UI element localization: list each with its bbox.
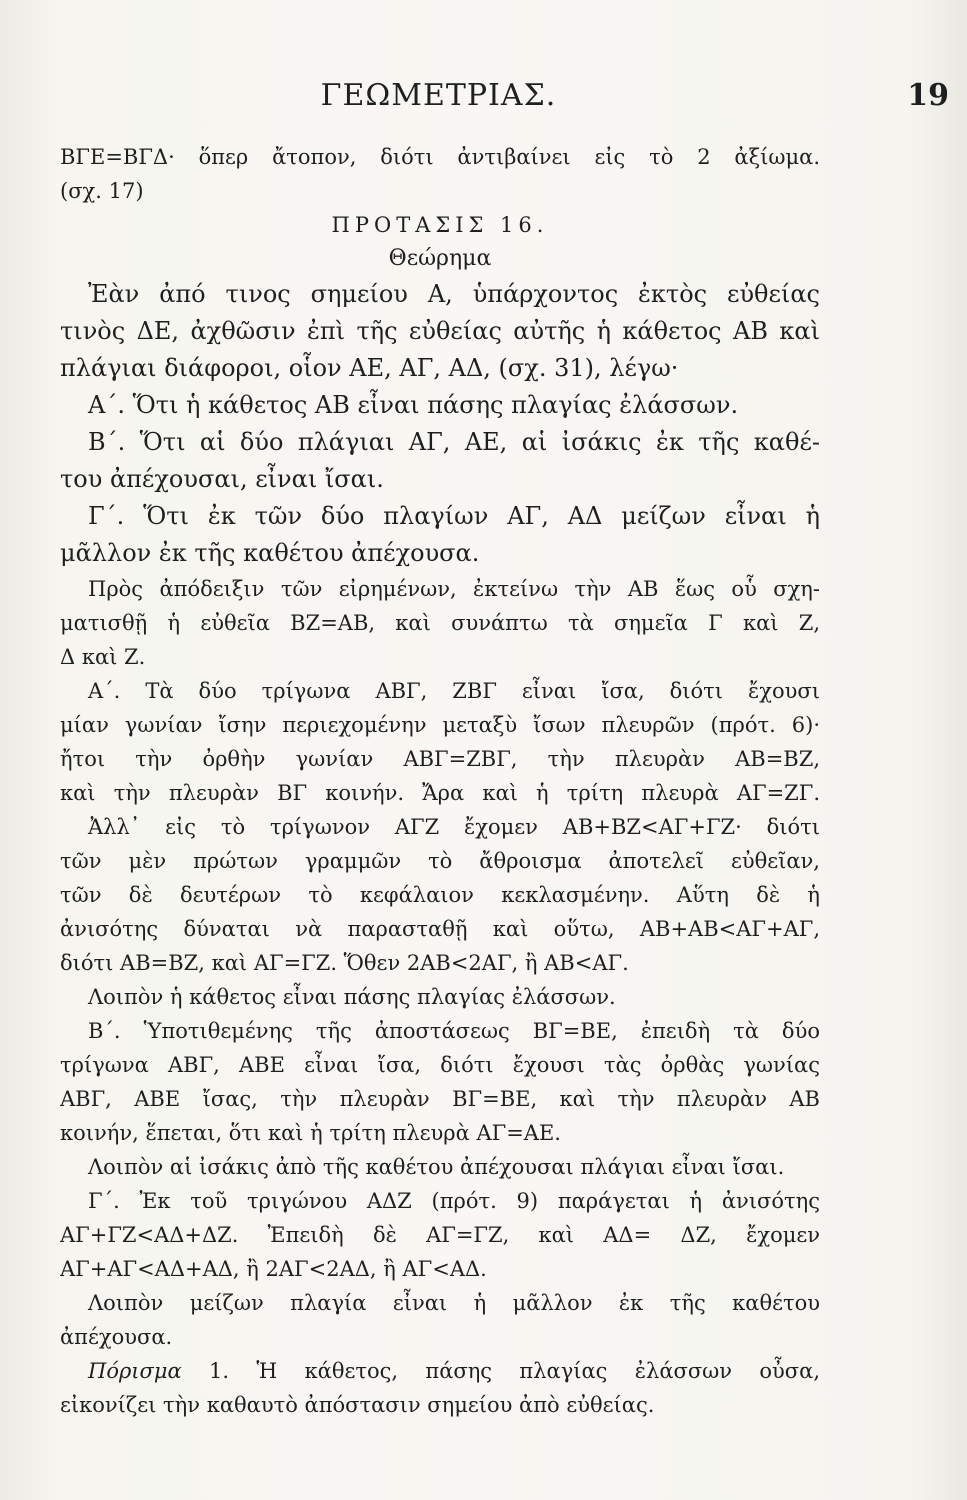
text-line: κοινήν, ἕπεται, ὅτι καὶ ἡ τρίτη πλευρὰ ΑΓ=ΑΕ.: [60, 1121, 561, 1145]
text-line: τῶν δὲ δευτέρων τὸ κεφάλαιον κεκλασμένην. Αὕτη δὲ ἡ: [60, 883, 820, 907]
text-line: τρίγωνα ΑΒΓ, ΑΒΕ εἶναι ἴσα, διότι ἔχουσι τὰς ὀρθὰς γωνίας: [60, 1053, 820, 1077]
text-line: του ἀπέχουσαι, εἶναι ἴσαι.: [60, 465, 384, 493]
text-line: ΑΓ+ΓΖ<ΑΔ+ΔΖ. Ἐπειδὴ δὲ ΑΓ=ΓΖ, καὶ ΑΔ= ΔΖ, ἔχομεν: [60, 1223, 820, 1247]
text-line: Α΄. Τὰ δύο τρίγωνα ΑΒΓ, ΖΒΓ εἶναι ἴσα, διότι ἔχουσι: [88, 679, 820, 703]
text-line: Ἐὰν ἀπό τινος σημείου Α, ὑπάρχοντος ἐκτὸς εὐθείας: [88, 280, 820, 308]
text-line: Πρὸς ἀπόδειξιν τῶν εἰρημένων, ἐκτείνω τὴν ΑΒ ἕως οὗ σχη-: [88, 577, 820, 601]
text-line: μᾶλλον ἐκ τῆς καθέτου ἀπέχουσα.: [60, 539, 480, 567]
text-line: καὶ τὴν πλευρὰν ΒΓ κοινήν. Ἄρα καὶ ἡ τρίτη πλευρὰ ΑΓ=ΖΓ.: [60, 781, 820, 805]
text-line: πλάγιαι διάφοροι, οἷον ΑΕ, ΑΓ, ΑΔ, (σχ. 31), λέγω·: [60, 354, 679, 382]
text-line: Δ καὶ Ζ.: [60, 645, 146, 669]
text-line: Β΄. Ὑποτιθεμένης τῆς ἀποστάσεως ΒΓ=ΒΕ, ἐπειδὴ τὰ δύο: [88, 1019, 820, 1043]
proposition-heading: ΠΡΟΤΑΣΙΣ 16.: [331, 213, 549, 237]
text-line: διότι ΑΒ=ΒΖ, καὶ ΑΓ=ΓΖ. Ὅθεν 2ΑΒ<2ΑΓ, ἢ ΑΒ<ΑΓ.: [60, 951, 629, 975]
text-line: ΒΓΕ=ΒΓΔ· ὅπερ ἄτοπον, διότι ἀντιβαίνει εἰς τὸ 2 ἀξίωμα.: [60, 145, 820, 169]
text-line: Γ΄. Ὅτι ἐκ τῶν δύο πλαγίων ΑΓ, ΑΔ μείζων εἶναι ἡ: [88, 502, 820, 530]
text-line: τῶν μὲν πρώτων γραμμῶν τὸ ἄθροισμα ἀποτελεῖ εὐθεῖαν,: [60, 849, 820, 873]
corollary-label: Πόρισμα: [88, 1359, 182, 1383]
text-line: ματισθῇ ἡ εὐθεῖα ΒΖ=ΑΒ, καὶ συνάπτω τὰ σημεῖα Γ καὶ Ζ,: [60, 611, 820, 635]
text-line: ἀπέχουσα.: [60, 1325, 173, 1349]
text-line: εἰκονίζει τὴν καθαυτὸ ἀπόστασιν σημείου ἀπὸ εὐθείας.: [60, 1393, 655, 1417]
text-line: Ἀλλ᾽ εἰς τὸ τρίγωνον ΑΓΖ ἔχομεν ΑΒ+ΒΖ<ΑΓ+ΓΖ· διότι: [88, 815, 820, 839]
theorem-statement: [60, 276, 820, 572]
text-line: Λοιπὸν ἡ κάθετος εἶναι πάσης πλαγίας ἐλάσσων.: [88, 985, 616, 1009]
text-line: μίαν γωνίαν ἴσην περιεχομένην μεταξὺ ἴσων πλευρῶν (πρότ. 6)·: [60, 713, 820, 737]
proof: [60, 572, 820, 1354]
text-line: ΑΓ+ΑΓ<ΑΔ+ΑΔ, ἢ 2ΑΓ<2ΑΔ, ἢ ΑΓ<ΑΔ.: [60, 1257, 487, 1281]
text-line: Λοιπὸν μείζων πλαγία εἶναι ἡ μᾶλλον ἐκ τῆς καθέτου: [88, 1291, 820, 1315]
text-line: τινὸς ΔΕ, ἀχθῶσιν ἐπὶ τῆς εὐθείας αὐτῆς ἡ κάθετος ΑΒ καὶ: [60, 317, 820, 345]
running-title: ΓΕΩΜΕΤΡΙΑΣ.: [320, 78, 557, 113]
text-line: ἀνισότης δύναται νὰ παρασταθῇ καὶ οὕτω, ΑΒ+ΑΒ<ΑΓ+ΑΓ,: [60, 917, 820, 941]
text-line: Α΄. Ὅτι ἡ κάθετος ΑΒ εἶναι πάσης πλαγίας ἐλάσσων.: [88, 391, 739, 419]
text-line: ἤτοι τὴν ὀρθὴν γωνίαν ΑΒΓ=ΖΒΓ, τὴν πλευρὰν ΑΒ=ΒΖ,: [60, 747, 820, 771]
proposition-subheading: Θεώρημα: [388, 246, 492, 271]
text-line: (σχ. 17): [60, 179, 144, 203]
corollary: [60, 1354, 820, 1422]
page-header: [60, 78, 949, 128]
text-line: Β΄. Ὅτι αἱ δύο πλάγιαι ΑΓ, ΑΕ, αἱ ἰσάκις ἐκ τῆς καθέ-: [88, 428, 820, 456]
corollary-text: 1. Ἡ κάθετος, πάσης πλαγίας ἐλάσσων οὖσα,: [181, 1359, 820, 1383]
text-line: [60, 1354, 820, 1388]
page-body: [60, 140, 820, 1422]
text-line: ΑΒΓ, ΑΒΕ ἴσας, τὴν πλευρὰν ΒΓ=ΒΕ, καὶ τὴν πλευρὰν ΑΒ: [60, 1087, 820, 1111]
text-line: Λοιπὸν αἱ ἰσάκις ἀπὸ τῆς καθέτου ἀπέχουσαι πλάγιαι εἶναι ἴσαι.: [88, 1155, 785, 1179]
text-line: Γ΄. Ἐκ τοῦ τριγώνου ΑΔΖ (πρότ. 9) παράγεται ἡ ἀνισότης: [88, 1189, 820, 1213]
page-number: 19: [907, 78, 949, 113]
